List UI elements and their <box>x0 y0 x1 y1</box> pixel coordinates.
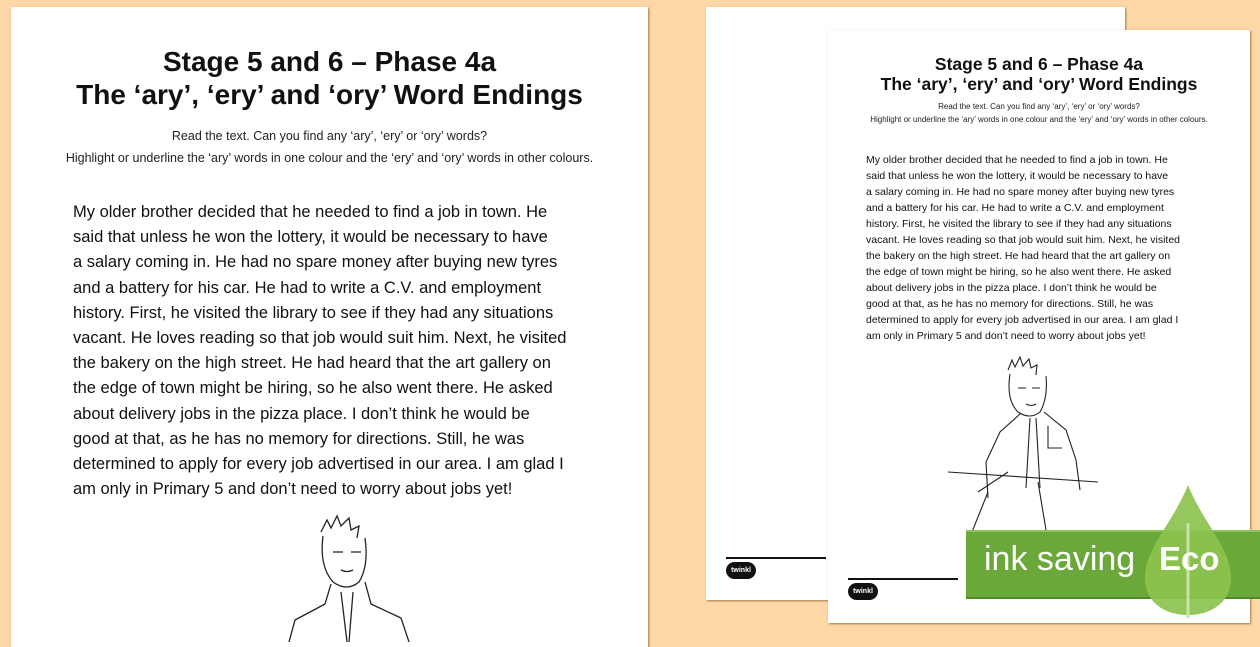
passage-line: vacant. He loves reading so that job would suit him. Next, he visited <box>866 234 1180 246</box>
passage-line: a salary coming in. He had no spare money after buying new tyres <box>73 253 558 272</box>
passage-line: said that unless he won the lottery, it would be necessary to have <box>866 170 1169 182</box>
worksheet-title <box>828 54 1250 94</box>
passage-line: determined to apply for every job advertised in our area. I am glad I <box>866 314 1179 326</box>
passage-line: My older brother decided that he needed to find a job in town. He <box>866 154 1168 166</box>
passage-line: good at that, as he has no memory for directions. Still, he was <box>866 298 1154 310</box>
eco-label: Eco <box>1159 540 1220 577</box>
title-line-1: Stage 5 and 6 – Phase 4a <box>162 46 497 77</box>
title-line-2: The ‘ary’, ‘ery’ and ‘ory’ Word Endings <box>76 79 583 110</box>
passage-line: about delivery jobs in the pizza place. I don’t think he would be <box>866 282 1157 294</box>
ink-saving-text: ink saving <box>984 540 1136 578</box>
twinkl-logo: twinkl <box>848 583 878 600</box>
passage-line: and a battery for his car. He had to write a C.V. and employment <box>73 278 542 297</box>
passage-line: vacant. He loves reading so that job would suit him. Next, he visited <box>73 329 567 348</box>
passage-line: the bakery on the high street. He had heard that the art gallery on <box>73 354 551 373</box>
passage-line: the edge of town might be hiring, so he also went there. He asked <box>73 379 553 398</box>
passage <box>866 152 1180 344</box>
twinkl-logo: twinkl <box>726 562 756 579</box>
passage-line: My older brother decided that he needed to find a job in town. He <box>73 203 548 221</box>
passage-line: said that unless he won the lottery, it would be necessary to have <box>73 228 548 247</box>
worksheet-page-large <box>11 7 648 647</box>
passage-line: and a battery for his car. He had to write a C.V. and employment <box>866 202 1164 214</box>
passage-line: about delivery jobs in the pizza place. I don’t think he would be <box>73 404 530 423</box>
footer-divider <box>848 578 958 580</box>
title-line-2: The ‘ary’, ‘ery’ and ‘ory’ Word Endings <box>880 74 1198 94</box>
instructions <box>828 100 1250 126</box>
passage-line: the edge of town might be hiring, so he also went there. He asked <box>866 266 1172 278</box>
instruction-line-2: Highlight or underline the ‘ary’ words in one colour and the ‘ery’ and ‘ory’ words in other colours. <box>65 151 594 165</box>
instruction-line-1: Read the text. Can you find any ‘ary’, ‘ery’ or ‘ory’ words? <box>938 102 1140 111</box>
instruction-line-2: Highlight or underline the ‘ary’ words in one colour and the ‘ery’ and ‘ory’ words in other colours. <box>870 115 1208 124</box>
worksheet-title <box>11 45 648 111</box>
passage-line: good at that, as he has no memory for directions. Still, he was <box>73 429 525 448</box>
boy-at-desk-illustration <box>948 352 1108 537</box>
title-line-1: Stage 5 and 6 – Phase 4a <box>934 54 1144 74</box>
passage-line: a salary coming in. He had no spare money after buying new tyres <box>866 186 1175 198</box>
passage-line: history. First, he visited the library to see if they had any situations <box>866 218 1172 230</box>
passage-line: history. First, he visited the library to see if they had any situations <box>73 303 554 322</box>
passage-line: determined to apply for every job advertised in our area. I am glad I <box>73 455 564 474</box>
passage-line: am only in Primary 5 and don’t need to worry about jobs yet! <box>73 480 513 499</box>
passage <box>73 200 566 502</box>
instructions <box>11 125 648 169</box>
passage-line: am only in Primary 5 and don’t need to worry about jobs yet! <box>866 330 1146 342</box>
boy-illustration <box>281 512 421 642</box>
passage-line: the bakery on the high street. He had heard that the art gallery on <box>866 250 1171 262</box>
footer-divider <box>726 557 826 559</box>
instruction-line-1: Read the text. Can you find any ‘ary’, ‘ery’ or ‘ory’ words? <box>171 129 488 143</box>
